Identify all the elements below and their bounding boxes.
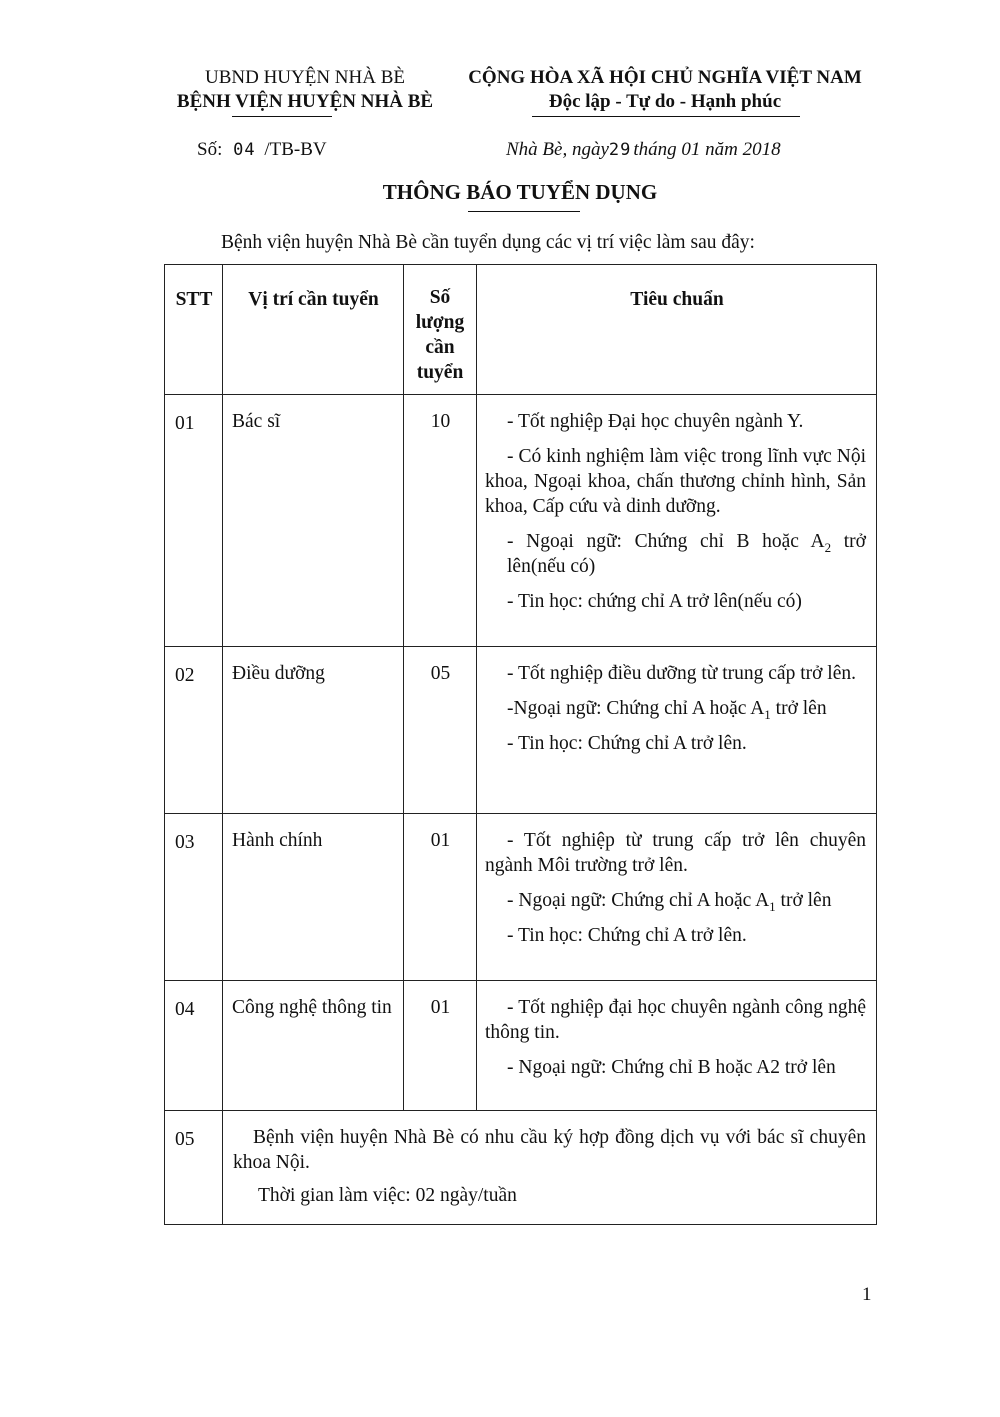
nation-name: CỘNG HÒA XÃ HỘI CHỦ NGHĨA VIỆT NAM: [468, 67, 862, 88]
criteria-item: [485, 888, 866, 913]
row-criteria: [477, 395, 877, 647]
row-position: Công nghệ thông tin: [223, 981, 404, 1111]
date-prefix: Nhà Bè, ngày: [506, 139, 609, 160]
header-qty-line-3: cần: [425, 337, 455, 358]
row-position: Điều dưỡng: [223, 647, 404, 814]
row-position: Hành chính: [223, 814, 404, 981]
criteria-item: - Tốt nghiệp từ trung cấp trở lên chuyên ngành Môi trường trở lên.: [485, 830, 866, 876]
criteria-subscript: 1: [764, 706, 771, 722]
criteria-text: - Ngoại ngữ: Chứng chỉ A hoặc A: [507, 890, 770, 911]
recruitment-table: [164, 264, 877, 1225]
header-quantity: [404, 265, 477, 395]
page-number: 1: [862, 1284, 872, 1305]
header-position: Vị trí cần tuyển: [223, 265, 404, 395]
row-position: Bác sĩ: [223, 395, 404, 647]
criteria-item: - Tin học: chứng chỉ A trở lên(nếu có): [507, 591, 802, 612]
criteria-item: [485, 696, 866, 721]
note-text: [223, 1111, 877, 1225]
criteria-text: -Ngoại ngữ: Chứng chỉ A hoặc A: [507, 698, 765, 719]
row-stt: 03: [165, 814, 223, 981]
row-criteria: [477, 647, 877, 814]
doc-date: [506, 138, 781, 162]
criteria-text: trở lên: [770, 698, 827, 719]
table-row: [165, 395, 877, 647]
criteria-item: - Tin học: Chứng chỉ A trở lên.: [507, 925, 747, 946]
note-paragraph: Thời gian làm việc: 02 ngày/tuần: [258, 1185, 517, 1206]
header-stt: STT: [165, 265, 223, 395]
table-row: [165, 647, 877, 814]
criteria-item: - Tốt nghiệp điều dưỡng từ trung cấp trở lên.: [507, 663, 857, 684]
doc-number-label: Số:: [197, 139, 223, 160]
criteria-text: trở lên: [775, 890, 832, 911]
criteria-subscript: 1: [769, 898, 776, 914]
criteria-text: - Ngoại ngữ: Chứng chỉ B hoặc A: [507, 531, 825, 552]
criteria-text: trở lên(nếu có): [507, 531, 866, 577]
doc-number-suffix: /TB-BV: [264, 139, 327, 160]
table-row: [165, 814, 877, 981]
row-quantity: 10: [404, 395, 477, 647]
note-paragraph: Bệnh viện huyện Nhà Bè có nhu cầu ký hợp đồng dịch vụ với bác sĩ chuyên khoa Nội.: [233, 1127, 866, 1173]
row-criteria: [477, 981, 877, 1111]
org-line-1: UBND HUYỆN NHÀ BÈ: [204, 67, 406, 88]
doc-number-handwritten: 04: [233, 140, 256, 160]
org-underline: [232, 116, 332, 117]
table-row: [165, 981, 877, 1111]
row-stt: 05: [165, 1111, 223, 1225]
table-row-note: [165, 1111, 877, 1225]
row-quantity: 01: [404, 981, 477, 1111]
date-day-handwritten: 29: [608, 140, 632, 160]
row-stt: 01: [165, 395, 223, 647]
doc-number: [197, 138, 327, 162]
row-stt: 04: [165, 981, 223, 1111]
org-line-2: BỆNH VIỆN HUYỆN NHÀ BÈ: [176, 91, 434, 112]
motto: Độc lập - Tự do - Hạnh phúc: [548, 91, 782, 112]
row-criteria: [477, 814, 877, 981]
title-underline: [468, 211, 580, 212]
header-criteria: Tiêu chuẩn: [477, 265, 877, 395]
criteria-item: - Tin học: Chứng chỉ A trở lên.: [507, 733, 747, 754]
row-quantity: 01: [404, 814, 477, 981]
criteria-item: - Ngoại ngữ: Chứng chỉ B hoặc A2 trở lên: [507, 1057, 836, 1078]
row-stt: 02: [165, 647, 223, 814]
intro-text: Bệnh viện huyện Nhà Bè cần tuyển dụng các vị trí việc làm sau đây:: [221, 232, 755, 253]
criteria-item: - Tốt nghiệp đại học chuyên ngành công nghệ thông tin.: [485, 997, 866, 1043]
table-header-row: [165, 265, 877, 395]
criteria-item: - Có kinh nghiệm làm việc trong lĩnh vực Nội khoa, Ngoại khoa, chấn thương chỉnh hình, Sản khoa, Cấp cứu và dinh dưỡng.: [485, 446, 866, 517]
criteria-item: [485, 529, 866, 579]
motto-underline: [532, 116, 800, 117]
date-suffix: tháng 01 năm 2018: [633, 139, 781, 160]
header-qty-line-2: lượng: [415, 312, 465, 333]
criteria-item: - Tốt nghiệp Đại học chuyên ngành Y.: [507, 411, 804, 432]
header-qty-line-1: Số: [429, 287, 451, 308]
row-quantity: 05: [404, 647, 477, 814]
page-title: THÔNG BÁO TUYỂN DỤNG: [382, 180, 658, 204]
header-qty-line-4: tuyển: [416, 362, 464, 383]
criteria-subscript: 2: [824, 539, 832, 555]
